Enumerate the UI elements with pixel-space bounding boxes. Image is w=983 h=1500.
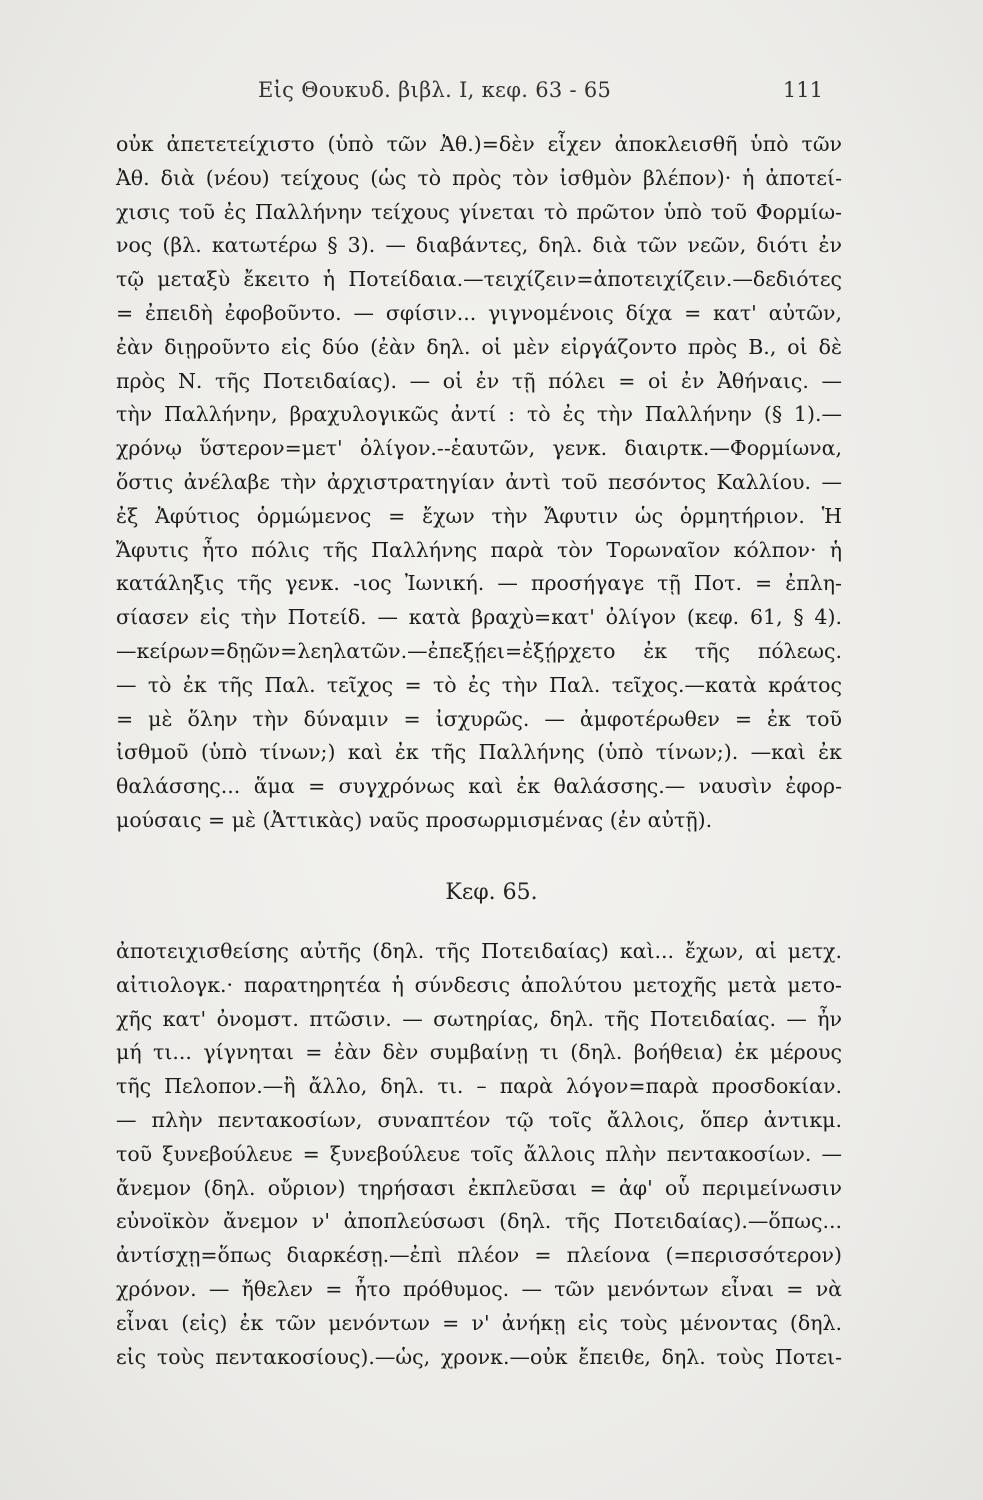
running-header	[258, 78, 823, 112]
text-line: ὅστις ἀνέλαβε τὴν ἀρχιστρατηγίαν ἀντὶ τοῦ πεσόντος Καλλίου. —	[116, 469, 842, 494]
text-line: ἄνεμον (δηλ. οὔριον) τηρήσασι ἐκπλεῦσαι = ἀφ' οὗ περιμείνωσιν	[116, 1175, 842, 1200]
text-line: = μὲ ὅλην τὴν δύναμιν = ἰσχυρῶς. — ἀμφοτέρωθεν = ἐκ τοῦ	[116, 706, 842, 731]
text-line: — πλὴν πεντακοσίων, συναπτέον τῷ τοῖς ἄλλοις, ὅπερ ἀντικμ.	[116, 1107, 842, 1132]
chapter-heading: Κεφ. 65.	[445, 880, 538, 905]
text-line: τοῦ ξυνεβούλευε = ξυνεβούλευε τοῖς ἄλλοις πλὴν πεντακοσίων. —	[116, 1141, 842, 1166]
commentary-chapter-64	[116, 128, 842, 838]
commentary-chapter-65	[116, 935, 842, 1374]
text-line: νος (βλ. κατωτέρω § 3). — διαβάντες, δηλ. διὰ τῶν νεῶν, διότι ἐν	[116, 233, 842, 258]
text-line: τῆς Πελοπον.—ἢ ἄλλο, δηλ. τι. – παρὰ λόγον=παρὰ προσδοκίαν.	[116, 1074, 842, 1099]
text-line: κατάληξις τῆς γενκ. -ιος Ἰωνική. — προσήγαγε τῇ Ποτ. = ἐπλη-	[116, 571, 842, 596]
text-line: χρόνῳ ὕστερον=μετ' ὀλίγον.--ἑαυτῶν, γενκ. διαιρτκ.—Φορμίωνα,	[116, 436, 842, 461]
text-line: ἀντίσχῃ=ὅπως διαρκέσῃ.—ἐπὶ πλέον = πλείονα (=περισσότερον)	[116, 1243, 842, 1268]
text-line: = ἐπειδὴ ἐφοβοῦντο. — σφίσιν... γιγνομένοις δίχα = κατ' αὐτῶν,	[116, 300, 842, 325]
page-number: 111	[782, 78, 823, 102]
text-line: θαλάσσης... ἅμα = συγχρόνως καὶ ἐκ θαλάσσης.— ναυσὶν ἐφορ-	[116, 774, 842, 799]
text-line: Ἀθ. διὰ (νέου) τείχους (ὡς τὸ πρὸς τὸν ἰσθμὸν βλέπον)· ἡ ἀποτεί-	[116, 165, 842, 190]
text-line: — τὸ ἐκ τῆς Παλ. τεῖχος = τὸ ἐς τὴν Παλ. τεῖχος.—κατὰ κράτος	[116, 672, 842, 697]
text-line: μούσαις = μὲ (Ἀττικὰς) ναῦς προσωρμισμένας (ἐν αὐτῇ).	[116, 807, 713, 832]
text-line: εἶναι (εἰς) ἐκ τῶν μενόντων = ν' ἀνήκῃ εἰς τοὺς μένοντας (δηλ.	[116, 1310, 842, 1335]
text-line: ἀποτειχισθείσης αὐτῆς (δηλ. τῆς Ποτειδαίας) καὶ... ἔχων, αἱ μετχ.	[116, 939, 842, 963]
text-line: χρόνον. — ἤθελεν = ἦτο πρόθυμος. — τῶν μενόντων εἶναι = νὰ	[116, 1276, 842, 1301]
text-line: μή τι... γίγνηται = ἐὰν δὲν συμβαίνῃ τι (δηλ. βοήθεια) ἐκ μέρους	[116, 1040, 842, 1065]
text-line: χῆς κατ' ὀνομστ. πτῶσιν. — σωτηρίας, δηλ. τῆς Ποτειδαίας. — ἦν	[116, 1006, 842, 1031]
text-line: τῷ μεταξὺ ἔκειτο ἡ Ποτείδαια.—τειχίζειν=ἀποτειχίζειν.—δεδιότες	[116, 267, 842, 292]
text-line: τὴν Παλλήνην, βραχυλογικῶς ἀντί : τὸ ἐς τὴν Παλλήνην (§ 1).—	[116, 402, 842, 427]
text-line: ἐὰν διῃροῦντο εἰς δύο (ἐὰν δηλ. οἱ μὲν εἰργάζοντο πρὸς Β., οἱ δὲ	[116, 334, 842, 359]
text-line: εἰς τοὺς πεντακοσίους).—ὡς, χρονκ.—οὐκ ἔπειθε, δηλ. τοὺς Ποτει-	[116, 1344, 842, 1369]
text-line: οὐκ ἀπετετείχιστο (ὑπὸ τῶν Ἀθ.)=δὲν εἶχεν ἀποκλεισθῆ ὑπὸ τῶν	[116, 132, 842, 156]
running-title: Εἰς Θουκυδ. βιβλ. Ι, κεφ. 63 - 65	[258, 78, 612, 102]
text-line: ἰσθμοῦ (ὑπὸ τίνων;) καὶ ἐκ τῆς Παλλήνης (ὑπὸ τίνων;). —καὶ ἐκ	[116, 740, 842, 765]
text-line: πρὸς Ν. τῆς Ποτειδαίας). — οἱ ἐν τῇ πόλει = οἱ ἐν Ἀθήναις. —	[116, 368, 842, 393]
text-line: χισις τοῦ ἐς Παλλήνην τείχους γίνεται τὸ πρῶτον ὑπὸ τοῦ Φορμίω-	[116, 199, 842, 224]
text-line: αἰτιολογκ.· παρατηρητέα ἡ σύνδεσις ἀπολύτου μετοχῆς μετὰ μετο-	[116, 972, 842, 997]
text-line: εὐνοϊκὸν ἄνεμον ν' ἀποπλεύσωσι (δηλ. τῆς Ποτειδαίας).—ὅπως...	[116, 1209, 842, 1234]
text-line: Ἄφυτις ἦτο πόλις τῆς Παλλήνης παρὰ τὸν Τορωναῖον κόλπον· ἡ	[116, 537, 842, 562]
text-line: ἐξ Ἀφύτιος ὁρμώμενος = ἔχων τὴν Ἄφυτιν ὡς ὁρμητήριον. Ἡ	[116, 503, 842, 528]
text-line: —κείρων=δῃῶν=λεηλατῶν.—ἐπεξῄει=ἐξῄρχετο ἐκ τῆς πόλεως.	[116, 638, 842, 663]
text-line: σίασεν εἰς τὴν Ποτείδ. — κατὰ βραχὺ=κατ' ὀλίγον (κεφ. 61, § 4).	[116, 605, 842, 630]
